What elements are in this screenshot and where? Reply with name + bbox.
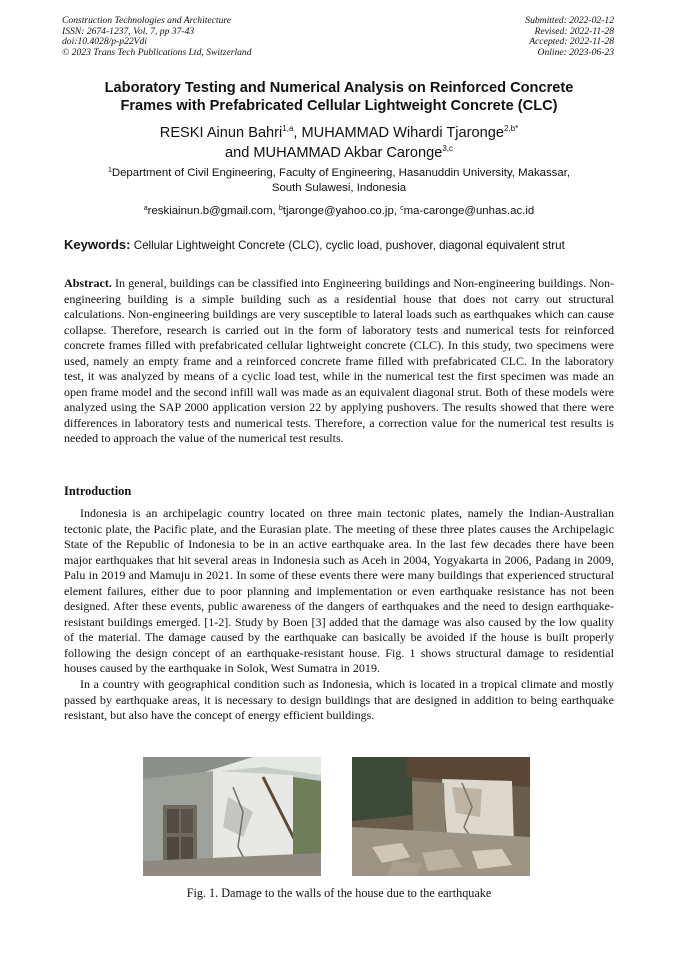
- intro-paragraph-2: In a country with geographical condition such as Indonesia, which is located in a tropical climate and mostly passed by earthquake areas, it is necessary to design buildings that are designed in addition to being earthquake resistant, but also have the concept of energy efficient buildings.: [64, 677, 614, 723]
- journal-header: [62, 16, 252, 58]
- revised-date: Revised: 2022-11-28: [534, 25, 614, 37]
- submitted-date: Submitted: 2022-02-12: [525, 15, 614, 26]
- author-list: [40, 123, 638, 163]
- keywords: [64, 237, 616, 253]
- author-separator: ,: [293, 125, 302, 141]
- issn: ISSN: 2674-1237, Vol. 7, pp 37-43: [62, 25, 195, 37]
- accepted-date: Accepted: 2022-11-28: [529, 36, 614, 48]
- figure-caption: Fig. 1. Damage to the walls of the house due to the earthquake: [186, 886, 492, 900]
- title-line-2: Frames with Prefabricated Cellular Lightweight Concrete (CLC): [120, 97, 558, 114]
- journal-name: Construction Technologies and Architecture: [62, 15, 232, 26]
- author-2: MUHAMMAD Wihardi Tjaronge: [301, 125, 504, 141]
- author-and: and: [224, 145, 254, 161]
- affiliation-marker: 1: [107, 167, 112, 174]
- email-c-marker: c: [400, 205, 404, 212]
- email-list: [40, 204, 638, 218]
- email-a-marker: a: [143, 205, 148, 212]
- email-a-link[interactable]: reskiainun.b@gmail.com,: [147, 205, 279, 217]
- abstract-text: In general, buildings can be classified into Engineering buildings and Non-engineering buildings. Non-engineering building is a simple building such as a residential house that does not carry out structural calculations. Non-engineering buildings are very susceptible to lateral loads such as earthquakes which can cause collapse. Therefore, research is carried out in the form of laboratory tests and numerical tests for reinforced concrete frames filled with prefabricated cellular lightweight concrete (CLC). In this study, two specimens were used, namely an empty frame and a reinforced concrete frame filled with prefabricated CLC. In the laboratory test, it was analyzed by means of a cyclic load test, while in the numerical test the first specimen was made an open frame model and the second infill wall was made as an equivalent diagonal strut. Both of these models were analyzed using the SAP 2000 application version 22 by applying pushovers. The results showed that there were differences in laboratory tests and numerical tests. Therefore, a correction value for the numerical test results is needed to approach the value of the numerical test results.: [64, 276, 614, 446]
- dates-header: [525, 16, 614, 58]
- introduction-body: [64, 506, 614, 724]
- affiliation-line-2: South Sulawesi, Indonesia: [271, 182, 407, 194]
- author-3-affil: 3,c: [442, 144, 454, 153]
- author-3: MUHAMMAD Akbar Caronge: [253, 145, 443, 161]
- affiliation: [60, 166, 618, 196]
- title-line-1: Laboratory Testing and Numerical Analysis on Reinforced Concrete: [104, 80, 574, 96]
- online-date: Online: 2023-06-23: [537, 46, 614, 58]
- damage-photo-left: [143, 757, 321, 876]
- doi-link[interactable]: doi:10.4028/p-p22Vdi: [62, 36, 148, 48]
- damage-photo-right: [352, 757, 530, 876]
- copyright: © 2023 Trans Tech Publications Ltd, Switzerland: [62, 46, 252, 58]
- author-2-affil: 2,b*: [503, 124, 519, 133]
- intro-paragraph-1: Indonesia is an archipelagic country located on three main tectonic plates, namely the Indian-Australian tectonic plate, the Pacific plate, and the Eurasian plate. The meeting of these three plates causes the Archipelagic State of the Republic of Indonesia to be in an active earthquake area. In the last few decades there have been major earthquakes that hit several areas in Indonesia such as Aceh in 2004, Yogyakarta in 2006, Padang in 2009, Palu in 2019 and Mamuju in 2021. In some of these events there were many buildings that experienced structural element failures, either due to poor planning and implementation or even earthquake resistance has not been designed. After these events, public awareness of the dangers of earthquakes and the need to design earthquake-resistant buildings emerged. [1-2]. Study by Boen [3] added that the damage was also caused by the low quality of the material. The damage caused by the earthquake can basically be avoided if the house is built properly following the design concept of an earthquake-resistant house. Fig. 1 shows structural damage to residential houses caused by the earthquake in Solok, West Sumatra in 2019.: [64, 506, 614, 676]
- damaged-house-image: [143, 757, 321, 876]
- abstract: [64, 276, 614, 447]
- authors-line-1: [40, 123, 638, 143]
- abstract-label: Abstract.: [64, 276, 112, 290]
- authors-line-2: [40, 143, 638, 163]
- paper-title: [40, 80, 638, 115]
- affiliation-line-1: [60, 166, 618, 181]
- author-1: RESKI Ainun Bahri: [159, 125, 283, 141]
- email-b-marker: b: [278, 205, 283, 212]
- email-b-link[interactable]: tjaronge@yahoo.co.jp,: [282, 205, 401, 217]
- affiliation-text-1: Department of Civil Engineering, Faculty of Engineering, Hasanuddin University, Makassar,: [111, 167, 571, 179]
- keywords-label: Keywords:: [64, 237, 131, 252]
- email-c-link[interactable]: ma-caronge@unhas.ac.id: [403, 205, 535, 217]
- introduction-heading: Introduction: [64, 484, 132, 498]
- keywords-text: Cellular Lightweight Concrete (CLC), cyclic load, pushover, diagonal equivalent strut: [130, 239, 565, 252]
- collapsed-wall-image: [352, 757, 530, 876]
- author-1-affil: 1,a: [282, 124, 294, 133]
